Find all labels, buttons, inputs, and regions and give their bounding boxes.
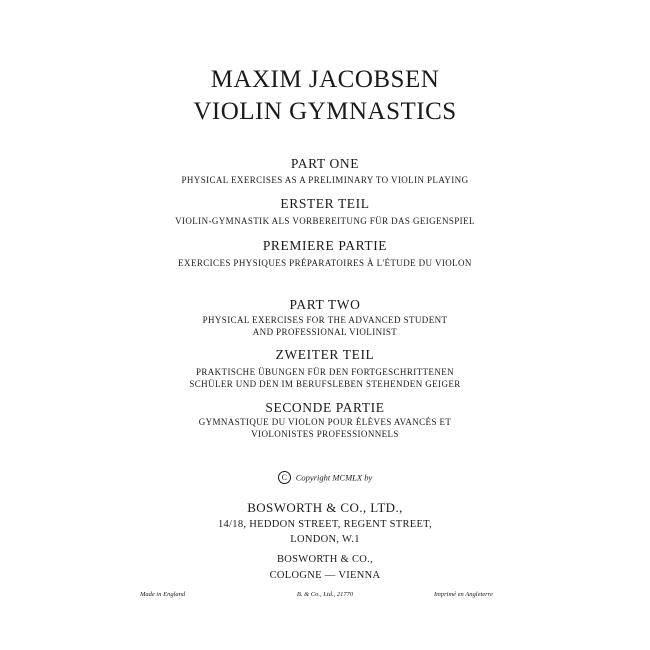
copyright-icon: C (278, 471, 291, 484)
part-one-heading: PART ONE (290, 156, 360, 171)
footer-imprime: Imprimé en Angleterre (434, 591, 493, 598)
copyright-notice (0, 472, 650, 485)
seconde-partie-line-2: VIOLONISTES PROFESSIONNELS (251, 429, 399, 439)
part-two-line-1: PHYSICAL EXERCISES FOR THE ADVANCED STUDENT (202, 315, 448, 325)
book-title: VIOLIN GYMNASTICS (193, 98, 457, 125)
author-name: MAXIM JACOBSEN (210, 66, 440, 93)
premiere-partie-subtitle: EXERCICES PHYSIQUES PRÉPARATOIRES À L'ÉTUDE DU VIOLON (178, 258, 472, 268)
erster-teil-subtitle: VIOLIN-GYMNASTIK ALS VORBEREITUNG FÜR DAS GEIGENSPIEL (175, 216, 475, 226)
seconde-partie-line-1: GYMNASTIQUE DU VIOLON POUR ÉLÈVES AVANCÉS ET (198, 417, 452, 427)
erster-teil-heading: ERSTER TEIL (280, 196, 370, 211)
zweiter-teil-line-1: PRAKTISCHE ÜBUNGEN FÜR DEN FORTGESCHRITTENEN (195, 367, 455, 377)
copyright-text: Copyright MCMLX by (295, 472, 373, 483)
zweiter-teil-line-2: SCHÜLER UND DEN IM BERUFSLEBEN STEHENDEN GEIGER (189, 379, 461, 389)
footer-catalog-number: B. & Co., Ltd., 21770 (296, 591, 354, 598)
part-two-line-2: AND PROFESSIONAL VIOLINIST (252, 327, 398, 337)
publisher-name-2: BOSWORTH & CO., (276, 554, 374, 565)
part-one-subtitle: PHYSICAL EXERCISES AS A PRELIMINARY TO VIOLIN PLAYING (181, 175, 469, 185)
publisher-address-1: 14/18, HEDDON STREET, REGENT STREET, (217, 519, 433, 530)
zweiter-teil-heading: ZWEITER TEIL (275, 347, 375, 362)
footer-made-in: Made in England (140, 591, 186, 598)
seconde-partie-heading: SECONDE PARTIE (265, 400, 385, 415)
publisher-city-2: COLOGNE — VIENNA (269, 570, 381, 581)
publisher-name: BOSWORTH & CO., LTD., (247, 500, 403, 515)
part-two-heading: PART TWO (289, 297, 361, 312)
premiere-partie-heading: PREMIERE PARTIE (262, 238, 388, 253)
publisher-address-2: LONDON, W.1 (290, 534, 360, 545)
